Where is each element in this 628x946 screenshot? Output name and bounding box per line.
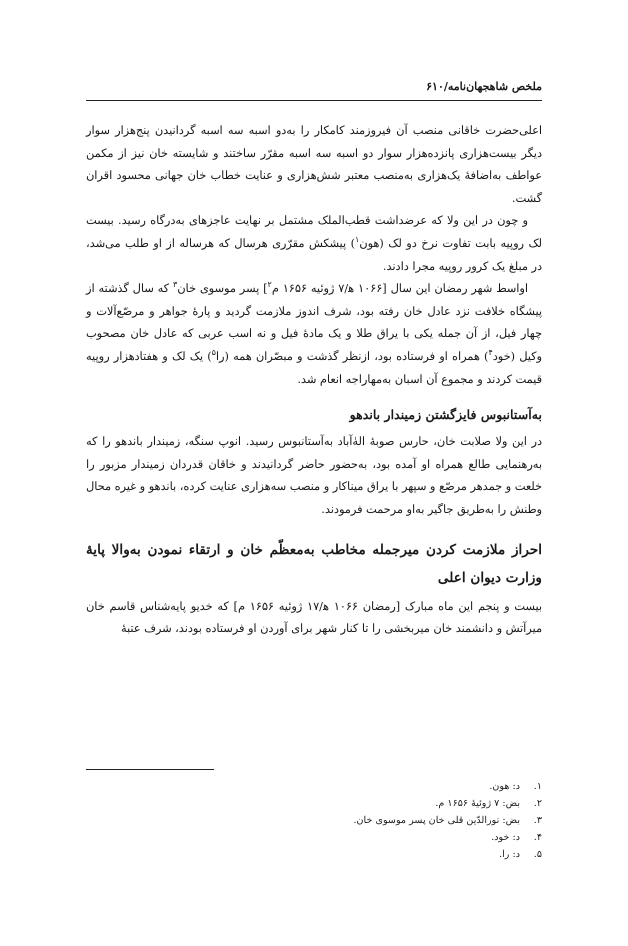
paragraph-2-rest: ) پیشکش مقرّری هرسال که هرساله از او طلب می‌شد، در مبلغ یک کرور روپیه مجرا دادند. <box>86 236 542 273</box>
paragraph-3-part-c: که سال گذشته از پیشگاه خلافت نزد عادل خان رفته بود، شرف اندوز ملازمت گردید و پارهٔ جواهر و مرصّع‌آلات و چهار فیل، از آن جمله یکی با یراق طلا و یک مادهٔ فیل و نه اسب عربی که عادل خان مصحوب وکیل (خود <box>86 282 543 363</box>
footnote-item <box>86 778 542 795</box>
footnote-ref-3[interactable]: ۳ <box>172 280 178 290</box>
footnote-number: ۴. <box>533 832 542 843</box>
footnote-number: ۱. <box>533 781 542 792</box>
footnote-item <box>86 829 542 846</box>
footnote-text: د: خود. <box>491 832 520 843</box>
main-text <box>86 120 542 641</box>
paragraph-3 <box>86 278 542 391</box>
footnote-item <box>86 812 542 829</box>
footnote-text: د: را. <box>499 849 520 860</box>
footnote-ref-4[interactable]: ۴ <box>488 348 493 358</box>
paragraph-3-part-a: اواسط شهر رمضان این سال [۱۰۶۶ ه‍/۷ ژوئیه ۱۶۵۶ م <box>271 282 529 296</box>
paragraph-5: بیست و پنجم این ماه مبارک [رمضان ۱۰۶۶ ه‍/۱۷ ژوئیه ۱۶۵۶ م] که خدیو پایه‌شناس قاسم خان میرآتش و دانشمند خان میربخشی را تا کنار شهر برای آوردن او فرستاده بودند، شرف عتبهٔ <box>86 599 543 636</box>
footnote-ref-1[interactable]: ۱ <box>354 235 360 245</box>
paragraph-2-text: و چون در این ولا که عرضداشت قطب‌الملک مشتمل بر نهایت عاجزهای به‌درگاه رسید. بیست لک روپیه بابت تفاوت نرخ دو لک (هون <box>86 214 542 250</box>
footnote-rule <box>86 769 214 770</box>
paragraph-1: اعلی‌حضرت خاقانی منصب آن فیروزمند کامکار را به‌دو اسبه سه اسبه گردانیدن پنج‌هزار سوار دیگر بیست‌هزاری پانزده‌هزار سوار دو اسبه سه اسبه مقرّر ساختند و شایسته خان نیز از مکمن عواطف به‌اضافهٔ یک‌هزاری به‌منصب معتبر شش‌هزاری و عنایت خطاب خان جهانی محسود اقران گشت. <box>86 124 542 205</box>
footnote-text: بض: ۷ ژوئیهٔ ۱۶۵۶ م. <box>435 798 520 809</box>
footnote-ref-2[interactable]: ۲ <box>267 280 272 290</box>
footnote-number: ۵. <box>533 849 542 860</box>
section-heading-2: احراز ملازمت کردن میرجمله مخاطب به‌معظّم خان و ارتقاء نمودن به‌والا پایهٔ وزارت دیوان اعلی <box>86 541 542 586</box>
footnote-item <box>86 795 542 812</box>
running-head: ملخص شاهجهان‌نامه/۶۱۰ <box>426 80 542 93</box>
footnote-number: ۳. <box>533 815 542 826</box>
footnotes <box>86 778 542 863</box>
footnote-ref-5[interactable]: ۵ <box>211 348 216 358</box>
footnote-item <box>86 846 542 863</box>
paragraph-4: در این ولا صلابت خان، حارس صوبهٔ الهٰ‌آباد به‌آستانبوس رسید. انوپ سنگه، زمیندار باندهو را که به‌رهنمایی طالع همراه او آمده بود، به‌حضور حاضر گردانیدند و خاقان قدردان زمیندار مزبور را خلعت و جمدهر مرصّع و سپهر با یراق میناکار و منصب سه‌هزاری عنایت کرده، باندهو و غیره محال وطنش را به‌طریق جاگیر به‌او مرحمت فرمودند. <box>86 435 542 516</box>
section-heading-1: به‌آستانبوس فایزگشتن زمیندار باندهو <box>349 407 542 423</box>
footnote-text: بض: نورالدّین قلی خان پسر موسوی خان. <box>353 815 520 826</box>
footnote-text: د: هون. <box>489 781 520 792</box>
paragraph-3-part-d: ) همراه او فرستاده بود، ازنظر گذشت و مبصّران همه (را <box>215 349 489 363</box>
header-rule <box>86 100 542 101</box>
paragraph-2 <box>86 210 542 278</box>
paragraph-3-part-b: ] پسر موسوی خان <box>177 282 268 296</box>
paragraph-3-part-e: ) یک لک و هفتادهزار روپیه قیمت کردند و مجموع آن اسبان به‌مهاراجه انعام شد. <box>86 349 542 386</box>
footnote-number: ۲. <box>533 798 542 809</box>
